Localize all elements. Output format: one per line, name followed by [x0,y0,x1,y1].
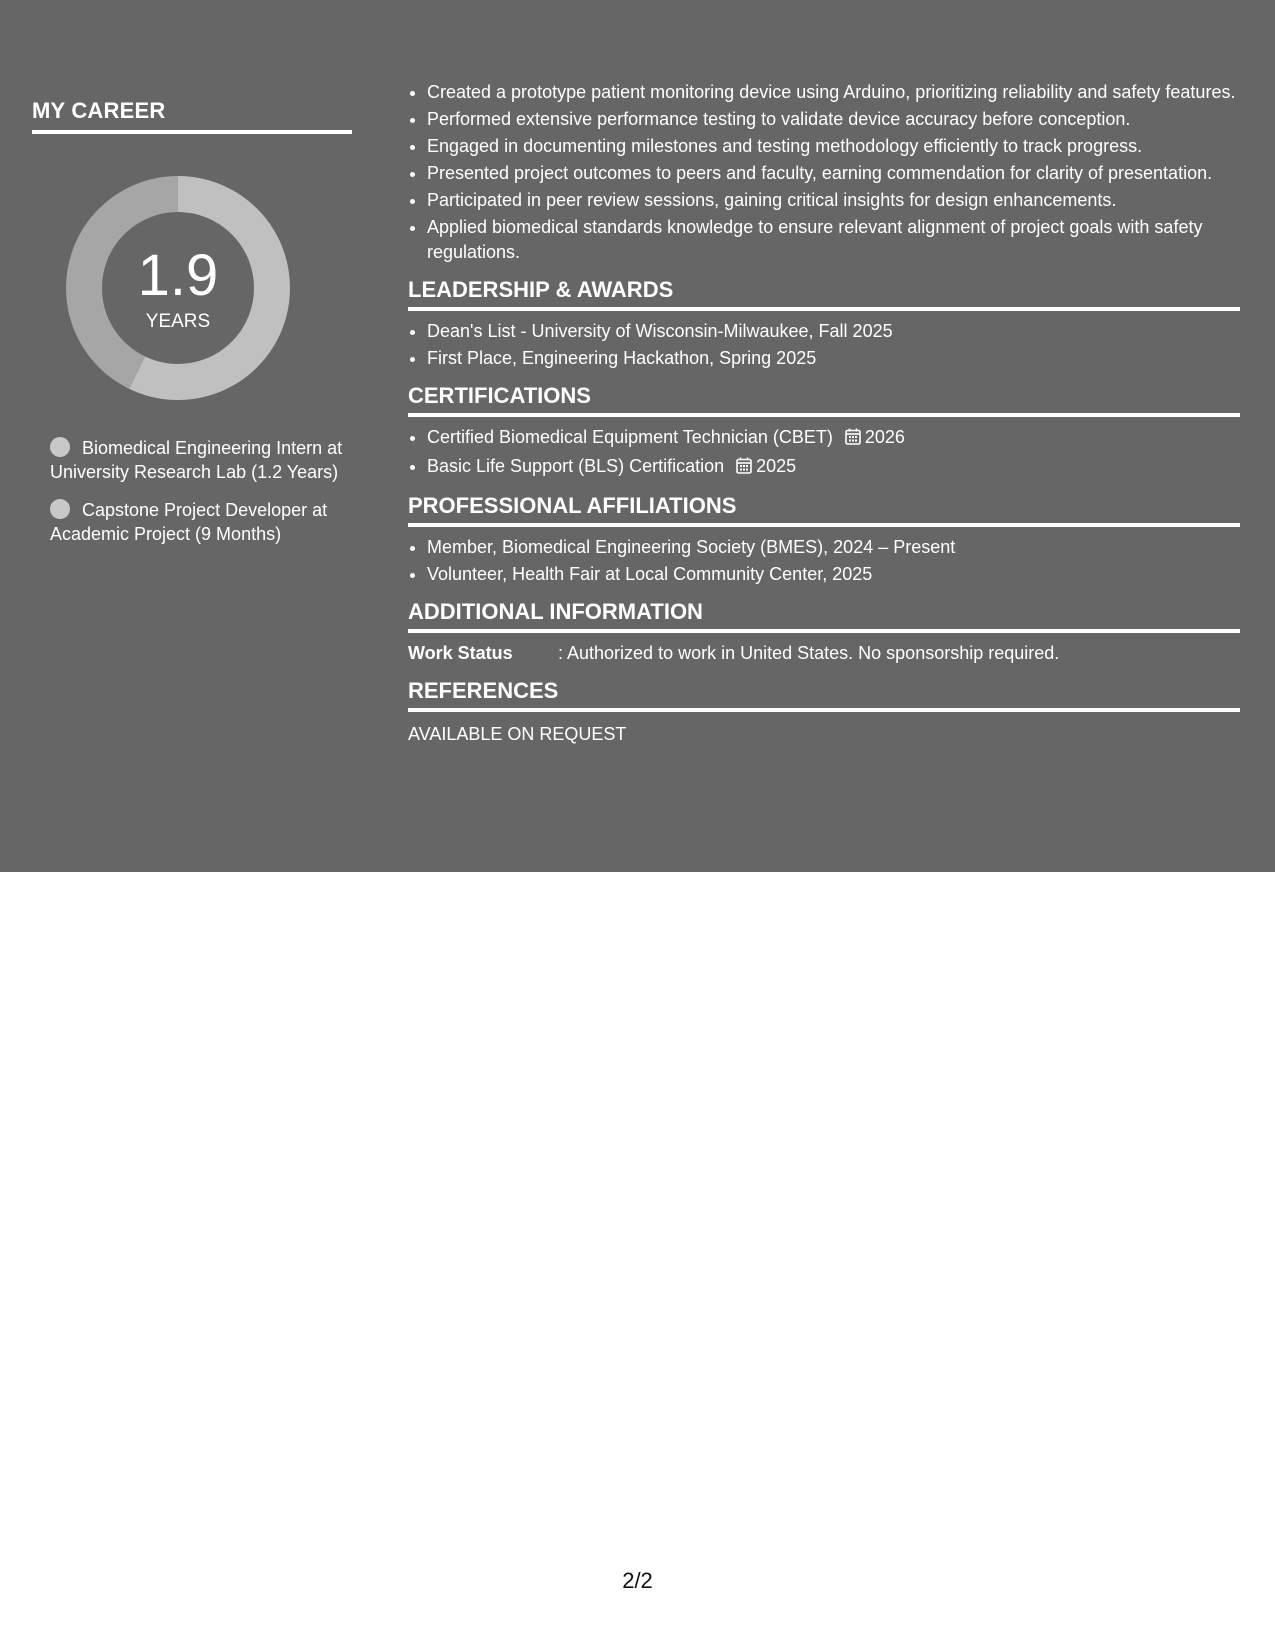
calendar-icon [845,427,861,452]
leadership-section [408,275,1240,371]
experience-bullet: • Performed extensive performance testing to validate device accuracy before conception. [427,107,1240,132]
legend-dot-icon [50,499,70,519]
experience-bullets [408,80,1240,265]
certification-year: 2026 [864,427,905,447]
legend-dot-icon [50,437,70,457]
leadership-list [408,319,1240,371]
work-status-label: Work Status [408,643,513,663]
page-number: 2/2 [622,1568,653,1593]
career-legend-item [50,436,350,484]
certifications-heading: CERTIFICATIONS [408,381,1240,417]
main-column [408,80,1240,747]
career-column [32,98,352,544]
certifications-section [408,381,1240,481]
affiliations-heading: PROFESSIONAL AFFILIATIONS [408,491,1240,527]
affiliations-list [408,535,1240,587]
additional-info-heading: ADDITIONAL INFORMATION [408,597,1240,633]
experience-bullet: • Presented project outcomes to peers and faculty, earning commendation for clarity of presentation. [427,161,1240,186]
work-status-value: : Authorized to work in United States. No sponsorship required. [558,643,1060,663]
additional-info-section [408,597,1240,666]
career-legend [50,436,350,560]
calendar-icon [736,456,752,481]
career-total-unit: YEARS [145,311,211,332]
career-heading: MY CAREER [32,98,352,134]
experience-bullet: • Participated in peer review sessions, gaining critical insights for design enhancements. [427,188,1240,213]
leadership-item: • Dean's List - University of Wisconsin-Milwaukee, Fall 2025 [427,319,1240,344]
leadership-item: • First Place, Engineering Hackathon, Spring 2025 [427,346,1240,371]
experience-bullet: • Applied biomedical standards knowledge to ensure relevant alignment of project goals with safety regulations. [427,215,1240,265]
career-total-value: 1.9 [137,243,219,308]
references-heading: REFERENCES [408,676,1240,712]
certification-name: Certified Biomedical Equipment Technician (CBET) [427,427,833,447]
career-legend-label: Capstone Project Developer at Academic Project (9 Months) [50,500,328,544]
experience-bullet: • Created a prototype patient monitoring device using Arduino, prioritizing reliability and safety features. [427,80,1240,105]
certification-name: Basic Life Support (BLS) Certification [427,456,725,476]
donut-center [66,176,290,400]
certifications-list [408,425,1240,481]
career-legend-label: Biomedical Engineering Intern at University Research Lab (1.2 Years) [50,438,343,482]
career-donut-chart [66,176,290,400]
certification-item [427,425,1240,452]
affiliation-item: • Volunteer, Health Fair at Local Community Center, 2025 [427,562,1240,587]
work-status-row [408,641,1240,666]
references-text: AVAILABLE ON REQUEST [408,724,627,744]
affiliation-item: • Member, Biomedical Engineering Society (BMES), 2024 – Present [427,535,1240,560]
certification-item [427,454,1240,481]
references-section [408,676,1240,747]
experience-bullet: • Engaged in documenting milestones and testing methodology efficiently to track progress. [427,134,1240,159]
affiliations-section [408,491,1240,587]
career-legend-item [50,498,350,546]
leadership-heading: LEADERSHIP & AWARDS [408,275,1240,311]
certification-year: 2025 [756,456,797,476]
